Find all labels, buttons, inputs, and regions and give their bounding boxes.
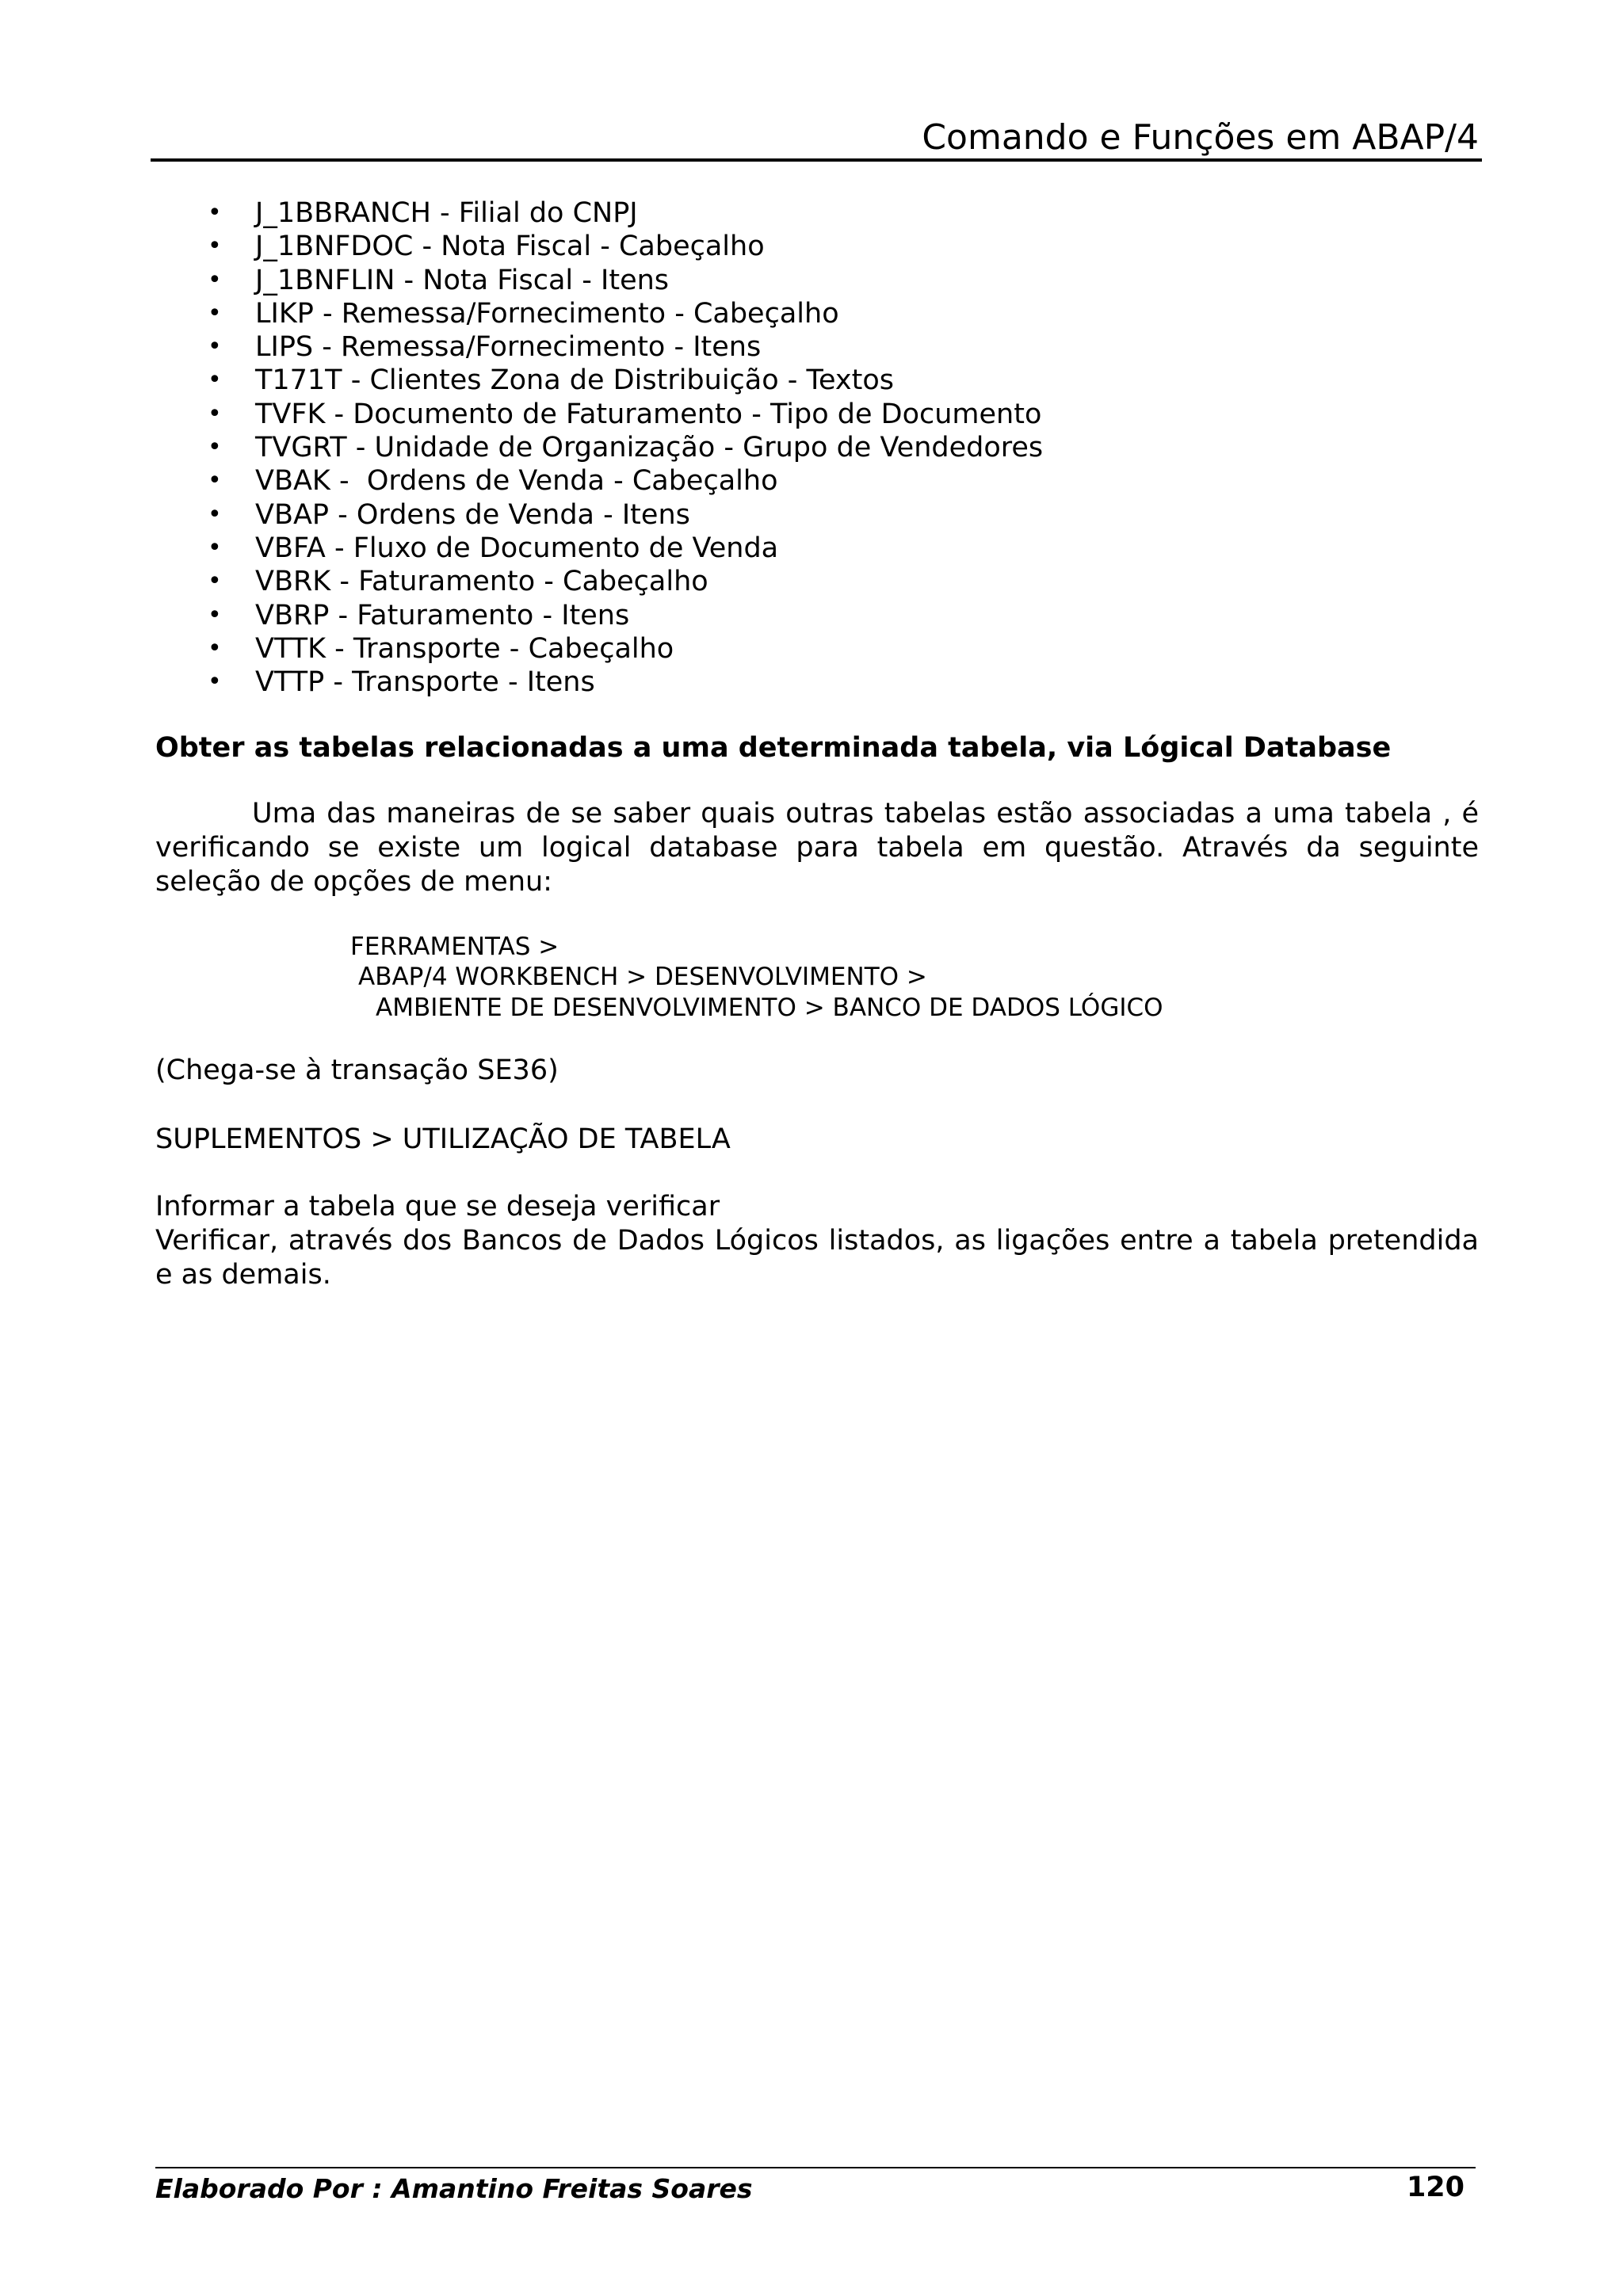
- list-item-text: J_1BBRANCH - Filial do CNPJ: [255, 197, 638, 229]
- bullet-icon: •: [208, 533, 222, 562]
- final-paragraph: Verificar, através dos Bancos de Dados Lógicos listados, as ligações entre a tabela pretendida e as demais.: [155, 1225, 1479, 1291]
- bullet-icon: •: [208, 333, 222, 361]
- intro-paragraph: [155, 797, 1479, 899]
- footer-author: Elaborado Por : Amantino Freitas Soares: [155, 2173, 753, 2204]
- list-item-text: TVGRT - Unidade de Organização - Grupo de Vendedores: [255, 432, 1044, 464]
- instruction-line: Informar a tabela que se deseja verificar: [155, 1191, 720, 1222]
- list-item: [0, 196, 1043, 230]
- list-item-text: T171T - Clientes Zona de Distribuição - Textos: [255, 364, 894, 397]
- bullet-icon: •: [208, 199, 222, 227]
- bullet-icon: •: [208, 366, 222, 395]
- supplements-path: SUPLEMENTOS > UTILIZAÇÃO DE TABELA: [155, 1123, 731, 1155]
- bullet-icon: •: [208, 232, 222, 261]
- list-item-text: VBAK - Ordens de Venda - Cabeçalho: [255, 465, 778, 498]
- list-item-text: TVFK - Documento de Faturamento - Tipo de Documento: [255, 398, 1042, 430]
- bullet-icon: •: [208, 567, 222, 596]
- list-item: [0, 364, 1043, 397]
- bullet-icon: •: [208, 399, 222, 428]
- menu-path-line: FERRAMENTAS >: [350, 933, 559, 961]
- list-item: [0, 464, 1043, 498]
- list-item-text: VTTK - Transporte - Cabeçalho: [255, 632, 674, 665]
- menu-path-line: ABAP/4 WORKBENCH > DESENVOLVIMENTO >: [358, 963, 927, 991]
- bullet-icon: •: [208, 299, 222, 327]
- list-item: [0, 666, 1043, 699]
- list-item-text: VTTP - Transporte - Itens: [255, 666, 595, 699]
- list-item-text: J_1BNFLIN - Nota Fiscal - Itens: [255, 264, 670, 296]
- menu-path-line: AMBIENTE DE DESENVOLVIMENTO > BANCO DE DADOS LÓGICO: [376, 994, 1163, 1022]
- header-divider: [151, 158, 1482, 162]
- list-item: [0, 330, 1043, 364]
- bullet-icon: •: [208, 668, 222, 696]
- list-item: [0, 264, 1043, 297]
- list-item: [0, 431, 1043, 464]
- bullet-icon: •: [208, 265, 222, 294]
- bullet-icon: •: [208, 601, 222, 629]
- list-item: [0, 632, 1043, 666]
- intro-paragraph-text: Uma das maneiras de se saber quais outras tabelas estão associadas a uma tabela , é verificando se existe um logical database para tabela em questão. Através da seguinte seleção de opções de menu:: [155, 798, 1479, 898]
- list-item: [0, 498, 1043, 532]
- list-item: [0, 532, 1043, 565]
- list-item-text: VBFA - Fluxo de Documento de Venda: [255, 532, 779, 564]
- list-item: [0, 230, 1043, 263]
- bullet-icon: •: [208, 634, 222, 662]
- list-item-text: LIKP - Remessa/Fornecimento - Cabeçalho: [255, 297, 839, 330]
- list-item-text: VBRK - Faturamento - Cabeçalho: [255, 566, 708, 598]
- list-item-text: VBRP - Faturamento - Itens: [255, 599, 630, 631]
- list-item: [0, 398, 1043, 431]
- page-number: 120: [1406, 2172, 1465, 2203]
- table-list: [0, 196, 1043, 699]
- list-item-text: LIPS - Remessa/Fornecimento - Itens: [255, 331, 762, 364]
- document-title: Comando e Funções em ABAP/4: [922, 117, 1479, 158]
- list-item-text: VBAP - Ordens de Venda - Itens: [255, 498, 690, 531]
- list-item-text: J_1BNFDOC - Nota Fiscal - Cabeçalho: [255, 231, 765, 263]
- bullet-icon: •: [208, 467, 222, 495]
- section-heading: Obter as tabelas relacionadas a uma determinada tabela, via Lógical Database: [155, 732, 1392, 764]
- list-item: [0, 565, 1043, 598]
- bullet-icon: •: [208, 433, 222, 462]
- transaction-note: (Chega-se à transação SE36): [155, 1055, 559, 1086]
- list-item: [0, 599, 1043, 632]
- footer-divider: [155, 2167, 1476, 2168]
- bullet-icon: •: [208, 500, 222, 528]
- list-item: [0, 297, 1043, 330]
